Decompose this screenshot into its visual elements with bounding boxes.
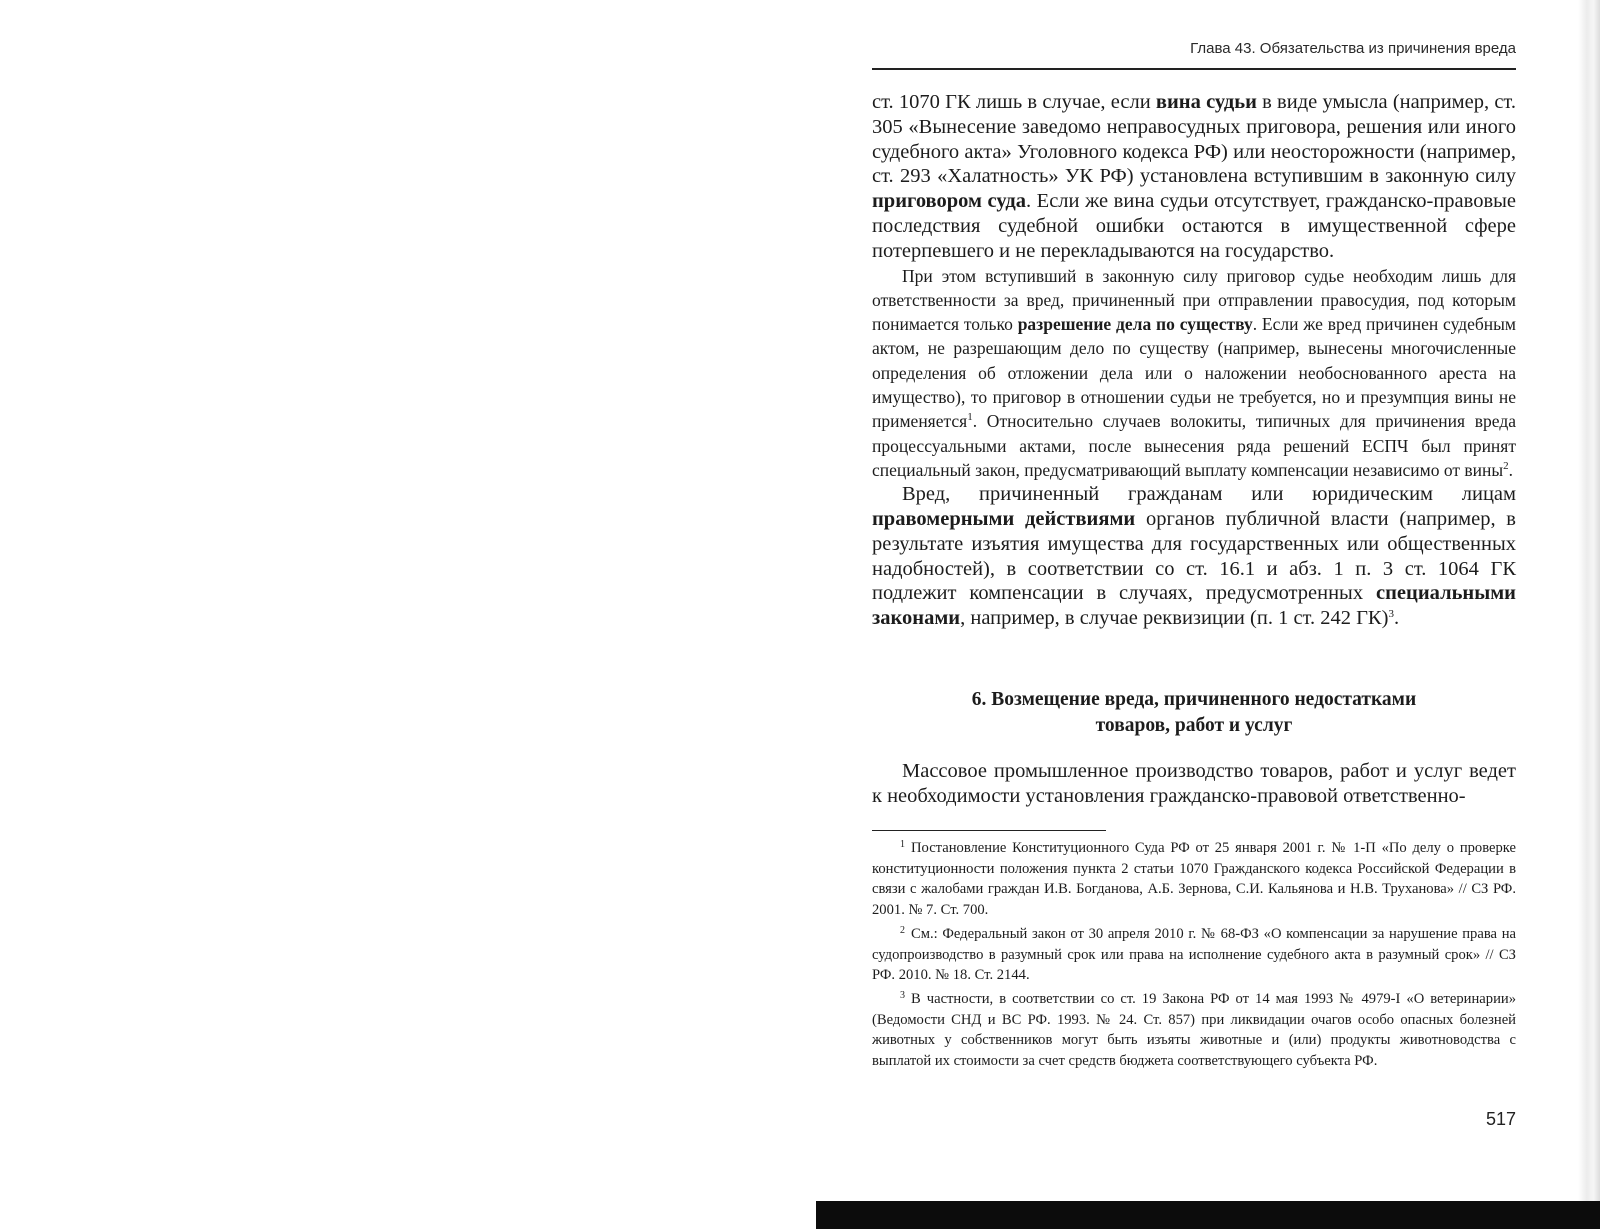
footnote-number: 3 [900,989,905,1001]
footnote-text: См.: Федеральный закон от 30 апреля 2010 г. № 68-ФЗ «О компенсации за нарушение права на судопроизводство в разумный срок или права на исполнение судебного акта в разумный срок» // СЗ РФ. 2010. № 18. Ст. 2144. [872,925,1516,984]
paragraph-3: Вред, причиненный гражданам или юридическим лицам правомерными действиями органов публичной власти (например, в результате изъятия имущества для государственных или общественных надобностей), в соответствии со ст. 16.1 и абз. 1 п. 3 ст. 1064 ГК подлежит компенсации в случаях, предусмотренных специальными законами, например, в случае реквизиции (п. 1 ст. 242 ГК)$^3$. [872,483,1516,630]
paragraph-2: При этом вступивший в законную силу приговор судье необходим лишь для ответственности за вред, причиненный при отправлении правосудия, под которым понимается только разрешение дела по существу. Если же вред причинен судебным актом, не разрешающим дело по существу (например, вынесены многочисленные определения об отложении дела или о наложении необоснованного ареста на имущество), то приговор в отношении судьи не требуется, но и презумпция вины не применяется$^1$. Относительно случаев волокиты, типичных для причинения вреда процессуальными актами, после вынесения ряда решений ЕСПЧ был принят специальный закон, предусматривающий выплату компенсации независимо от вины$^2$. [872,265,1516,480]
bold-term: специальными законами [872,582,1516,630]
page-number: 517 [1485,1109,1516,1129]
footnote-text: В частности, в соответствии со ст. 19 Закона РФ от 14 мая 1993 № 4979-I «О ветеринарии» (Ведомости СНД и ВС РФ. 1993. № 24. Ст. 857) при ликвидации очагов особо опасных болезней животных у собственников могут быть изъяты животные и (или) продукты животноводства с выплатой их стоимости за счет средств бюджета соответствующего субъекта РФ. [872,990,1516,1070]
running-header: Глава 43. Обязательства из причинения вреда [1190,40,1516,57]
scan-edge-shadow [1578,0,1600,1229]
section-heading-line-2: товаров, работ и услуг [1095,715,1293,736]
footnote-2 [872,924,1516,986]
footnotes [872,838,1516,1075]
footnote-ref: 2 [1503,459,1509,472]
paragraph-1: ст. 1070 ГК лишь в случае, если вина судьи в виде умысла (например, ст. 305 «Вынесение заведомо неправосудных приговора, решения или иного судебного акта» Уголовного кодекса РФ) или неосторожности (например, ст. 293 «Халатность» УК РФ) установлена вступившим в законную силу приговором суда. Если же вина судьи отсутствует, гражданско-правовые последствия судебной ошибки остаются в имущественной сфере потерпевшего и не перекладываются на государство. [872,91,1516,262]
scan-bottom-border [816,1201,1600,1229]
footnote-number: 1 [900,839,905,850]
header-rule [872,68,1516,70]
paragraph-4: Массовое промышленное производство товаров, работ и услуг ведет к необходимости установления гражданско-правовой ответственно- [872,760,1516,807]
section-heading [872,687,1516,739]
footnote-number: 2 [900,924,905,936]
bold-term: правомерными действиями [872,508,1136,531]
footnote-text: Постановление Конституционного Суда РФ от 25 января 2001 г. № 1-П «По делу о проверке конституционности положения пункта 2 статьи 1070 Гражданского кодекса Российской Федерации в связи с жалобами граждан И.В. Богданова, А.Б. Зернова, С.И. Кальянова и Н.В. Труханова» // СЗ РФ. 2001. № 7. Ст. 700. [872,840,1516,919]
body-text [872,90,1516,631]
section-heading-line-1: 6. Возмещение вреда, причиненного недостатками [971,689,1417,710]
footnote-ref: 1 [967,411,973,424]
footnote-3 [872,989,1516,1072]
footnote-rule [872,830,1106,831]
bold-term: разрешение дела по существу [1017,314,1253,335]
footnote-ref: 3 [1388,608,1394,621]
footnote-1 [872,838,1516,921]
bold-term: вина судьи [1155,91,1257,113]
bold-term: приговором суда [872,190,1026,213]
